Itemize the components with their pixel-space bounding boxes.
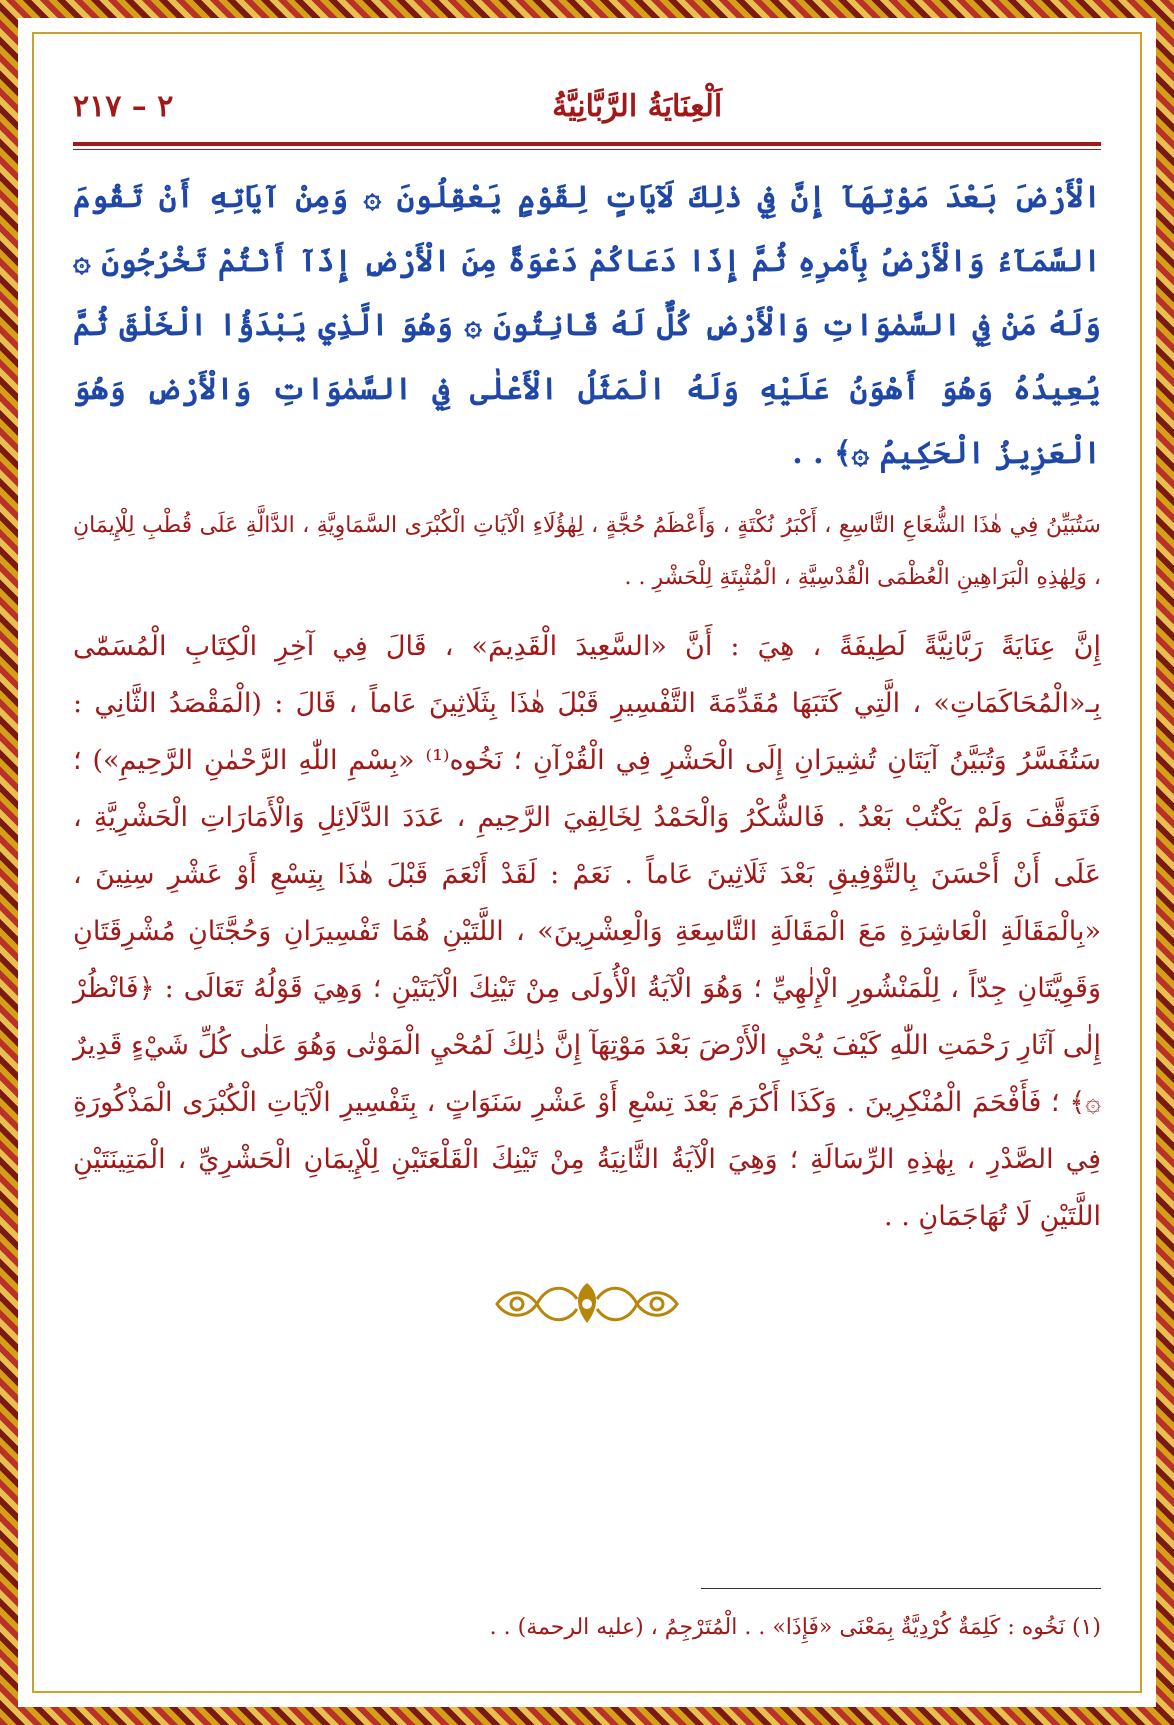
ornament-divider — [73, 1279, 1101, 1329]
page-content — [73, 78, 1101, 1667]
page-number: ٢ – ٢١٧ — [73, 88, 174, 124]
main-paragraph: إِنَّ عِنَايَةً رَبَّانِيَّةً لَطِيفَةً ، هِيَ : أَنَّ «السَّعِيدَ الْقَدِيمَ» ، قَالَ فِي آخِرِ الْكِتَابِ الْمُسَمّٰى بِـ«الْمُحَاكَمَاتِ» ، الَّتِي كَتَبَهَا مُقَدِّمَةَ التَّفْسِيرِ قَبْلَ هٰذَا بِثَلَاثِينَ عَاماً ، قَالَ : (الْمَقْصَدُ الثَّانِي : سَتُفَسَّرُ وَتُبَيَّنُ آيَتَانِ تُشِيرَانِ إِلَى الْحَشْرِ فِي الْقُرْآنِ ؛ نَخُوه⁽¹⁾ «بِسْمِ اللّٰهِ الرَّحْمٰنِ الرَّحِيمِ») ؛ فَتَوَقَّفَ وَلَمْ يَكْتُبْ بَعْدُ . فَالشُّكْرُ وَالْحَمْدُ لِخَالِقِيَ الرَّحِيمِ ، عَدَدَ الدَّلَائِلِ وَالْأَمَارَاتِ الْحَشْرِيَّةِ ، عَلَى أَنْ أَحْسَنَ بِالتَّوْفِيقِ بَعْدَ ثَلَاثِينَ عَاماً . نَعَمْ : لَقَدْ أَنْعَمَ قَبْلَ هٰذَا بِتِسْعِ أَوْ عَشْرِ سِنِينَ ، «بِالْمَقَالَةِ الْعَاشِرَةِ مَعَ الْمَقَالَةِ التَّاسِعَةِ وَالْعِشْرِينَ» ، اللَّتَيْنِ هُمَا تَفْسِيرَانِ وَحُجَّتَانِ مُشْرِقَتَانِ وَقَوِيَّتَانِ جِدّاً ، لِلْمَنْشُورِ الْإِلٰهِيِّ ؛ وَهُوَ الْآيَةُ الْأُولَى مِنْ تَيْنِكَ الْآيَتَيْنِ ؛ وَهِيَ قَوْلُهُ تَعَالَى : ﴿فَانْظُرْ إِلٰى آثَارِ رَحْمَتِ اللّٰهِ كَيْفَ يُحْيِ الْأَرْضَ بَعْدَ مَوْتِهَآ إِنَّ ذٰلِكَ لَمُحْيِ الْمَوْتٰى وَهُوَ عَلٰى كُلِّ شَيْءٍ قَدِيرٌ ۞﴾ ؛ فَأَفْحَمَ الْمُنْكِرِينَ . وَكَذَا أَكْرَمَ بَعْدَ تِسْعِ أَوْ عَشْرِ سَنَوَاتٍ ، بِتَفْسِيرِ الْآيَاتِ الْكُبْرَى الْمَذْكُورَةِ فِي الصَّدْرِ ، بِهٰذِهِ الرِّسَالَةِ ؛ وَهِيَ الْآيَةُ الثَّانِيَةُ مِنْ تَيْنِكَ الْقَلْعَتَيْنِ لِلْإِيمَانِ الْحَشْرِيِّ ، الْمَتِينَتَيْنِ اللَّتَيْنِ لَا تُهَاجَمَانِ . . — [73, 631, 1101, 1232]
quran-verses: الْأَرْضَ بَعْدَ مَوْتِهَآ إِنَّ فِي ذٰلِكَ لَآيَاتٍ لِقَوْمٍ يَعْقِلُونَ ۞ وَمِنْ آيَاتِهِ أَنْ تَقُومَ السَّمَآءُ وَالْأَرْضُ بِأَمْرِهِ ثُمَّ إِذَا دَعَاكُمْ دَعْوَةً مِنَ الْأَرْضِ إِذَآ أَنْتُمْ تَخْرُجُونَ ۞ وَلَهُ مَنْ فِي السَّمٰوَاتِ وَالْأَرْضِ كُلٌّ لَهُ قَانِتُونَ ۞ وَهُوَ الَّذِي يَبْدَؤُا الْخَلْقَ ثُمَّ يُعِيدُهُ وَهُوَ أَهْوَنُ عَلَيْهِ وَلَهُ الْمَثَلُ الْأَعْلٰى فِي السَّمٰوَاتِ وَالْأَرْضِ وَهُوَ الْعَزِيزُ الْحَكِيمُ ۞﴾ . . — [73, 180, 1101, 471]
header-divider — [73, 142, 1101, 146]
page-title: اَلْعِنَايَةُ الرَّبَّانِيَّةُ — [552, 88, 723, 124]
intro-paragraph: سَتُبَيِّنُ فِي هٰذَا الشُّعَاعِ التَّاسِعِ ، أَكْبَرُ نُكْتَةٍ ، وَأَعْظَمُ حُجَّةٍ ، لِهٰؤُلَاءِ الْآيَاتِ الْكُبْرَى السَّمَاوِيَّةِ ، الدَّالَّةِ عَلَى قُطْبِ لِلْإِيمَانِ ، وَلِهٰذِهِ الْبَرَاهِينِ الْعُظْمَى الْقُدْسِيَّةِ ، الْمُثْبِتَةِ لِلْحَشْرِ . . — [73, 513, 1101, 590]
footnote-divider — [701, 1588, 1101, 1589]
page-header — [73, 78, 1101, 134]
header-divider-thin — [73, 149, 1101, 150]
footnote: (١) نَخُوه : كَلِمَةٌ كُرْدِيَّةٌ بِمَعْنَى «فَإِذَا» . . الْمُتَرْجِمُ ، (عليه الرحمة) . . — [489, 1615, 1101, 1640]
ornament-icon — [487, 1279, 687, 1329]
